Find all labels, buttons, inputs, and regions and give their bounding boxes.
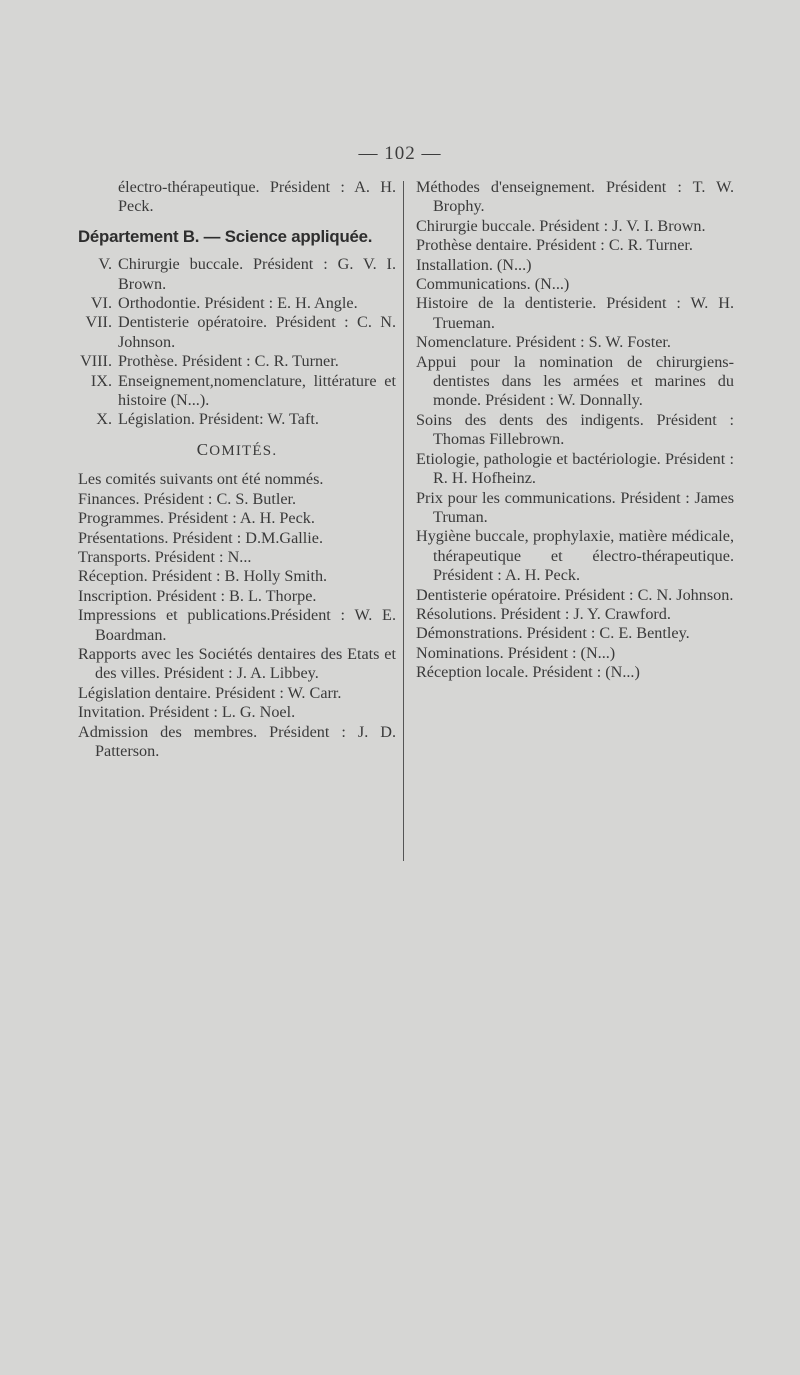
- right-column: [416, 178, 734, 683]
- section-list: [78, 255, 396, 430]
- section-text: Dentisterie opératoire. Président : C. N. Johnson.: [118, 313, 396, 351]
- committee-entry: Méthodes d'enseignement. Président : T. W. Brophy.: [416, 178, 734, 216]
- section-item: [78, 255, 396, 294]
- section-text: Prothèse. Président : C. R. Turner.: [118, 352, 339, 371]
- committee-entry: Dentisterie opératoire. Président : C. N. Johnson.: [416, 585, 734, 604]
- committee-entry: Présentations. Président : D.M.Gallie.: [78, 528, 324, 547]
- department-heading: Département B. — Science appliquée.: [78, 226, 373, 246]
- committee-entry: Finances. Président : C. S. Butler.: [78, 489, 297, 508]
- committee-entry: Chirurgie buccale. Président : J. V. I. Brown.: [416, 216, 706, 235]
- section-item: [78, 352, 396, 371]
- committees-heading-rest: OMITÉS.: [209, 442, 278, 459]
- column-divider: [403, 181, 404, 861]
- section-number: VI.: [90, 294, 112, 313]
- committee-entry: Invitation. Président : L. G. Noel.: [78, 703, 296, 722]
- committee-entry: Rapports avec les Sociétés dentaires des Etats et des villes. Président : J. A. Libbey.: [78, 644, 396, 683]
- committee-entry: Appui pour la nomination de chirurgiens-dentistes dans les armées et marines du monde. Président : W. Donnally.: [416, 352, 734, 410]
- committee-entry: Prothèse dentaire. Président : C. R. Turner.: [416, 236, 693, 255]
- committees-heading: [78, 440, 396, 461]
- section-text: Législation. Président: W. Taft.: [118, 410, 319, 429]
- committee-entry: Résolutions. Président : J. Y. Crawford.: [416, 604, 671, 623]
- left-column: [78, 178, 396, 761]
- section-item: [78, 410, 396, 429]
- section-number: VII.: [85, 313, 112, 332]
- committee-entry: Histoire de la dentisterie. Président : W. H. Trueman.: [416, 294, 734, 332]
- committees-heading-initial: C: [196, 439, 210, 459]
- committee-entry: Nominations. Président : (N...): [416, 643, 616, 662]
- committee-entry: Nomenclature. Président : S. W. Foster.: [416, 333, 671, 352]
- committee-entry: Hygiène buccale, prophylaxie, matière médicale, thérapeutique et électro-thérapeutique. Président : A. H. Peck.: [416, 527, 734, 585]
- committee-entry: Installation. (N...): [416, 255, 532, 274]
- committee-entry: Programmes. Président : A. H. Peck.: [78, 509, 315, 528]
- committee-entry: Prix pour les communications. Président : James Truman.: [416, 488, 734, 526]
- section-item: [78, 294, 396, 313]
- committee-entry: Transports. Président : N...: [78, 547, 252, 566]
- section-text: Enseignement,nomenclature, littérature et histoire (N...).: [118, 371, 396, 410]
- committee-entry: Inscription. Président : B. L. Thorpe.: [78, 586, 317, 605]
- section-number: VIII.: [80, 352, 112, 371]
- committee-entry: Les comités suivants ont été nommés.: [78, 470, 324, 489]
- committee-entry: Impressions et publications.Président : W. E. Boardman.: [78, 606, 396, 644]
- section-number: V.: [98, 255, 112, 274]
- section-item: [78, 313, 396, 352]
- committee-entry: Communications. (N...): [416, 275, 570, 294]
- section-text: Chirurgie buccale. Président : G. V. I. Brown.: [118, 255, 396, 293]
- committee-entry: Démonstrations. Président : C. E. Bentley.: [416, 624, 690, 643]
- committee-entry: Etiologie, pathologie et bactériologie. Président : R. H. Hofheinz.: [416, 449, 734, 488]
- committee-entry: Législation dentaire. Président : W. Carr.: [78, 683, 342, 702]
- right-committee-list: [416, 178, 734, 683]
- continuation-text: électro-thérapeutique. Président : A. H. Peck.: [118, 178, 396, 216]
- section-item: [78, 372, 396, 411]
- committee-entry: Soins des dents des indigents. Président : Thomas Fillebrown.: [416, 410, 734, 449]
- page-number: — 102 —: [358, 143, 442, 164]
- committee-entry: Réception locale. Président : (N...): [416, 663, 640, 682]
- committee-entry: Admission des membres. Président : J. D. Patterson.: [78, 722, 396, 760]
- section-number: IX.: [90, 371, 112, 390]
- section-number: X.: [96, 410, 112, 429]
- committee-entry: Réception. Président : B. Holly Smith.: [78, 567, 328, 586]
- section-text: Orthodontie. Président : E. H. Angle.: [118, 294, 358, 313]
- committee-list: [78, 470, 396, 761]
